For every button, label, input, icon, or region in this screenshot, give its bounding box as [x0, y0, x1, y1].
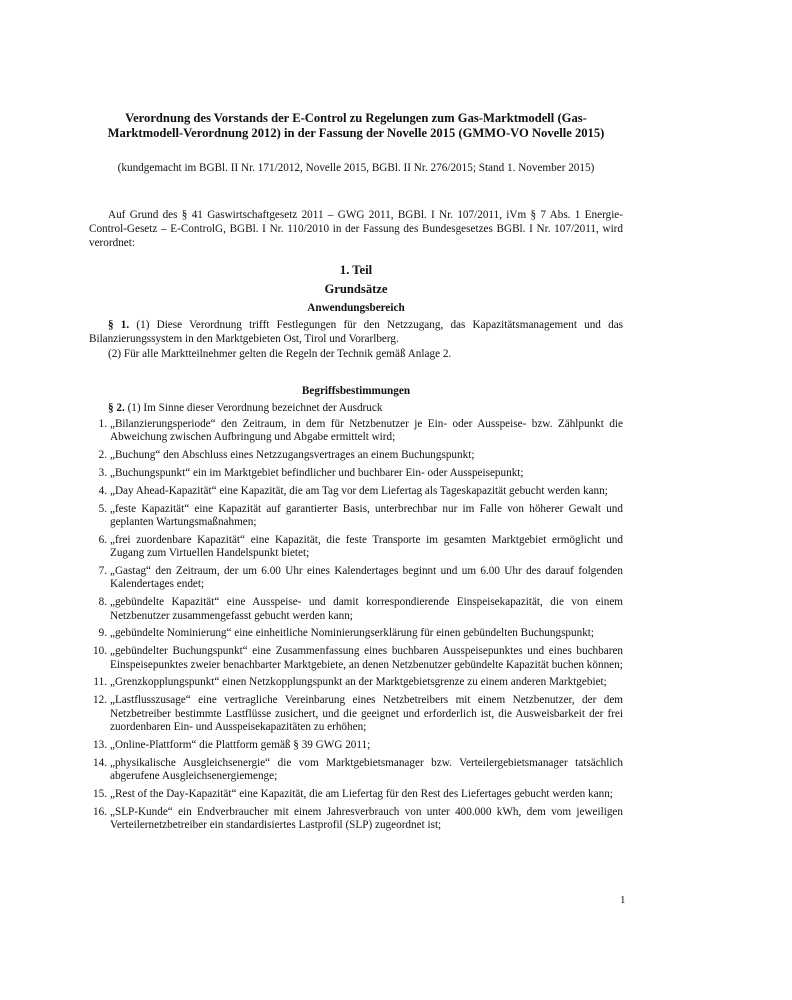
list-item [89, 467, 623, 480]
part-heading: 1. Teil [339, 263, 373, 277]
item-number: 13. [93, 738, 107, 751]
list-item [89, 788, 623, 801]
list-item [89, 596, 623, 623]
section-mark: § 1. [108, 319, 130, 331]
document-title [89, 111, 623, 141]
item-text: „frei zuordenbare Kapazität“ eine Kapazität, die feste Transporte im gesamten Marktgebiet ermöglicht und Zugang zum Virtuellen Handelspunkt bietet; [110, 533, 623, 560]
item-number: 2. [98, 449, 107, 462]
item-number: 16. [93, 805, 107, 818]
section-heading-anwendungsbereich: Anwendungsbereich [307, 302, 405, 314]
list-item [89, 627, 623, 640]
section-1-text: (1) Diese Verordnung trifft Festlegungen für den Netzzugang, das Kapazitätsmanagement und das Bilanzierungssystem in den Marktgebieten Ost, Tirol und Vorarlberg. [89, 319, 624, 346]
item-text: „Day Ahead-Kapazität“ eine Kapazität, die am Tag vor dem Liefertag als Tageskapazität gebucht werden kann; [110, 484, 608, 497]
list-item [89, 694, 623, 734]
list-item [89, 418, 623, 445]
section-1-paragraph-1 [89, 318, 623, 346]
item-number: 3. [98, 467, 107, 479]
item-number: 9. [98, 627, 107, 640]
item-text: „Rest of the Day-Kapazität“ eine Kapazität, die am Liefertag für den Rest des Liefertages gebucht werden kann; [110, 787, 613, 800]
list-item [89, 739, 623, 752]
list-item [89, 485, 623, 498]
item-text: „Bilanzierungsperiode“ den Zeitraum, in dem für Netzbenutzer je Ein- oder Ausspeise- bzw. Zählpunkt die Abweichung zwischen Aufbringung und Abgabe ermittelt wird; [110, 418, 623, 444]
item-number: 1. [98, 418, 107, 430]
item-number: 6. [98, 533, 107, 546]
section-mark: § 2. [108, 402, 125, 414]
item-text: „feste Kapazität“ eine Kapazität auf garantierter Basis, unterbrechbar nur im Falle von höherer Gewalt und geplanten Wartungsmaßnahmen; [110, 502, 623, 528]
title-line-1: Verordnung des Vorstands der E-Control zu Regelungen zum Gas-Marktmodell (Gas- [125, 111, 587, 125]
list-item [89, 645, 623, 672]
item-number: 14. [93, 756, 107, 769]
item-number: 4. [98, 484, 107, 497]
item-text: „Lastflusszusage“ eine vertragliche Vereinbarung eines Netzbetreibers mit einem Netzbenutzer, der dem Netzbetreiber bestimmte Lastflüsse zusichert, und die geeignet und erforderlich ist, die Ausweisbarkeit der frei zuordenbaren Ein- und Ausspeisekapazitäten zu erhöhen; [110, 694, 623, 734]
item-text: „SLP-Kunde“ ein Endverbraucher mit einem Jahresverbrauch von unter 400.000 kWh, dem vom jeweiligen Verteilernetzbetreiber ein standardisiertes Lastprofil (SLP) zugeordnet ist; [110, 805, 623, 832]
list-item [89, 565, 623, 592]
item-number: 12. [93, 694, 107, 707]
page-number: 1 [620, 894, 626, 906]
definitions-list [89, 418, 623, 837]
item-number: 8. [98, 596, 107, 609]
item-text: „Buchung“ den Abschluss eines Netzzugangsvertrages an einem Buchungspunkt; [110, 449, 475, 462]
section-2-intro-text: (1) Im Sinne dieser Verordnung bezeichnet der Ausdruck [124, 402, 383, 414]
item-text: „Buchungspunkt“ ein im Marktgebiet befindlicher und buchbarer Ein- oder Ausspeisepunkt; [110, 467, 524, 479]
section-1-paragraph-2: (2) Für alle Marktteilnehmer gelten die Regeln der Technik gemäß Anlage 2. [108, 348, 452, 360]
list-item [89, 534, 623, 561]
section-heading-begriffsbestimmungen: Begriffsbestimmungen [301, 385, 411, 397]
list-item [89, 503, 623, 530]
item-number: 7. [98, 565, 107, 577]
item-text: „gebündelte Kapazität“ eine Ausspeise- und damit korrespondierende Einspeisekapazität, die von einem Netzbenutzer zusammengefasst gebucht werden kann; [110, 596, 623, 622]
list-item [89, 806, 623, 833]
section-2-intro [89, 401, 623, 415]
item-text: „Gastag“ den Zeitraum, der um 6.00 Uhr eines Kalendertages beginnt und um 6.00 Uhr des darauf folgenden Kalendertages endet; [110, 565, 623, 591]
item-text: „physikalische Ausgleichsenergie“ die vom Marktgebietsmanager bzw. Verteilergebietsmanager tatsächlich abgerufene Ausgleichsenergiemenge; [110, 756, 623, 783]
item-text: „gebündelter Buchungspunkt“ eine Zusammenfassung eines buchbaren Ausspeisepunktes und eines buchbaren Einspeisepunktes zweier benachbarter Marktgebiete, an denen Netzbenutzer gebündelte Kapazität buchen können; [110, 645, 623, 671]
title-line-2: Marktmodell-Verordnung 2012) in der Fassung der Novelle 2015 (GMMO-VO Novelle 2015) [107, 126, 605, 140]
part-title: Grundsätze [324, 282, 388, 296]
list-item [89, 449, 623, 462]
item-text: „gebündelte Nominierung“ eine einheitliche Nominierungserklärung für einen gebündelten Buchungspunkt; [110, 627, 595, 640]
item-number: 5. [98, 502, 107, 515]
item-number: 10. [93, 645, 107, 658]
list-item [89, 676, 623, 689]
item-number: 15. [93, 787, 107, 800]
list-item [89, 757, 623, 784]
item-number: 11. [93, 676, 107, 689]
preamble: Auf Grund des § 41 Gaswirtschaftgesetz 2011 – GWG 2011, BGBl. I Nr. 107/2011, iVm § 7 Abs. 1 Energie-Control-Gesetz – E-ControlG, BGBl. I Nr. 110/2010 in der Fassung des Bundesgesetzes BGBl. I Nr. 107/2011, wird verordnet: [89, 209, 623, 250]
promulgation-note: (kundgemacht im BGBl. II Nr. 171/2012, Novelle 2015, BGBl. II Nr. 276/2015; Stand 1. November 2015) [117, 162, 595, 174]
item-text: „Online-Plattform“ die Plattform gemäß § 39 GWG 2011; [110, 738, 371, 751]
item-text: „Grenzkopplungspunkt“ einen Netzkopplungspunkt an der Marktgebietsgrenze zu einem anderen Marktgebiet; [110, 676, 607, 689]
